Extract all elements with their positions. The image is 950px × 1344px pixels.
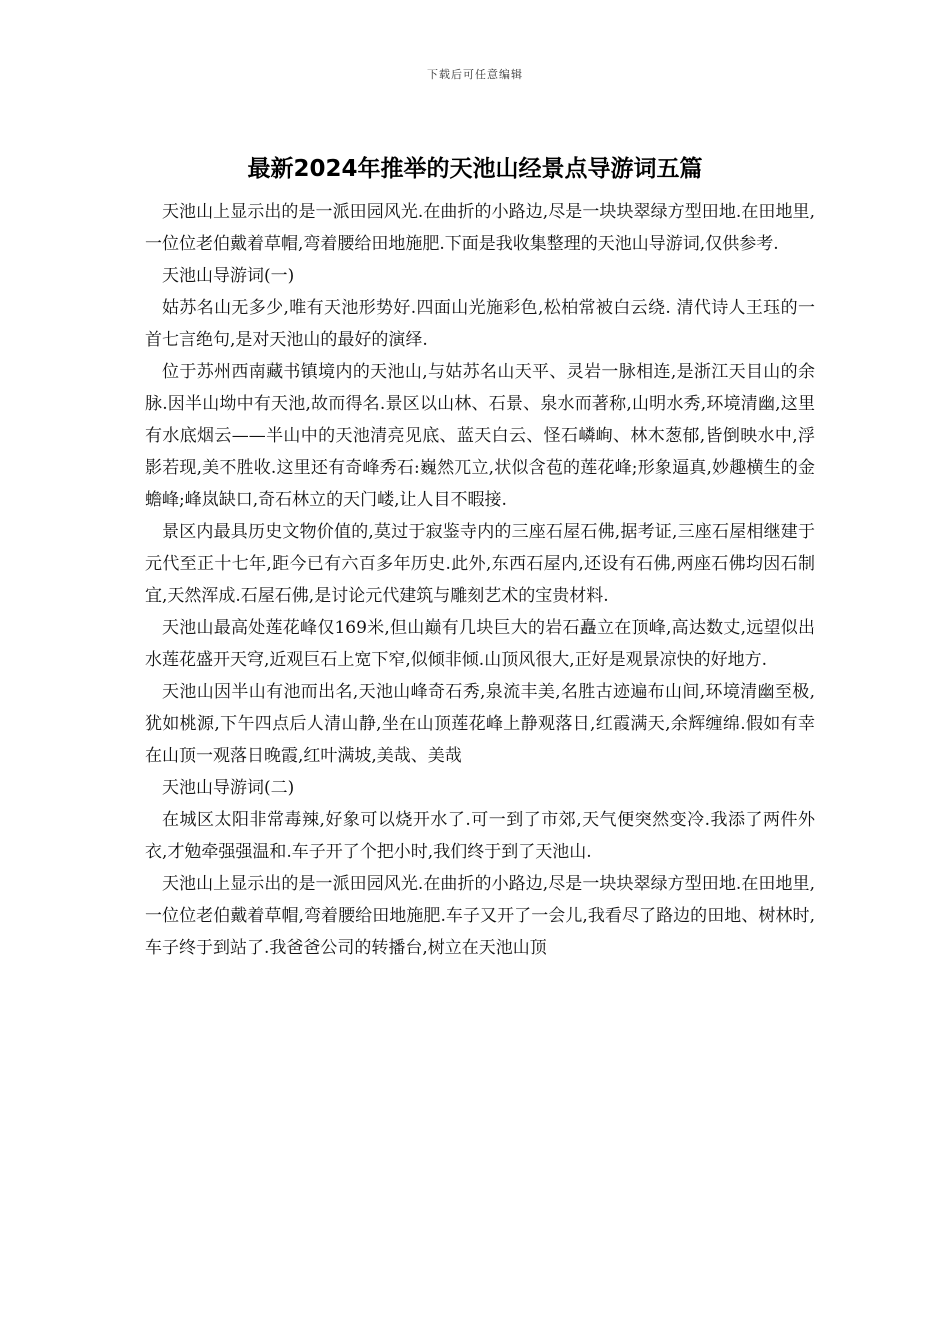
section-heading-1: 天池山导游词(一): [162, 266, 295, 286]
paragraph-intro: 天池山上显示出的是一派田园风光.在曲折的小路边,尽是一块块翠绿方型田地.在田地里,一位位老伯戴着草帽,弯着腰给田地施肥.下面是我收集整理的天池山导游词,仅供参考.: [145, 202, 815, 254]
document-title: 最新2024年推举的天池山经景点导游词五篇: [247, 156, 703, 182]
paragraph: 天池山上显示出的是一派田园风光.在曲折的小路边,尽是一块块翠绿方型田地.在田地里,一位位老伯戴着草帽,弯着腰给田地施肥.车子又开了一会儿,我看尽了路边的田地、树林时,车子终于到站了.我爸爸公司的转播台,树立在天池山顶: [145, 874, 815, 958]
document-body: [145, 196, 815, 964]
section-heading-2: 天池山导游词(二): [162, 778, 295, 798]
header-note: 下载后可任意编辑: [427, 68, 523, 81]
paragraph: 在城区太阳非常毒辣,好象可以烧开水了.可一到了市郊,天气便突然变冷.我添了两件外衣,才勉牵强强温和.车子开了个把小时,我们终于到了天池山.: [145, 810, 815, 862]
paragraph: 姑苏名山无多少,唯有天池形势好.四面山光施彩色,松柏常被白云绕. 清代诗人王珏的一首七言绝句,是对天池山的最好的演绎.: [145, 298, 815, 350]
paragraph: 天池山最高处莲花峰仅169米,但山巅有几块巨大的岩石矗立在顶峰,高达数丈,远望似出水莲花盛开天穹,近观巨石上宽下窄,似倾非倾.山顶风很大,正好是观景凉快的好地方.: [145, 618, 815, 670]
paragraph: 天池山因半山有池而出名,天池山峰奇石秀,泉流丰美,名胜古迹遍布山间,环境清幽至极,犹如桃源,下午四点后人清山静,坐在山顶莲花峰上静观落日,红霞满天,余辉缠绵.假如有幸在山顶一观落日晚霞,红叶满坡,美哉、美哉: [145, 682, 815, 766]
paragraph: 景区内最具历史文物价值的,莫过于寂鉴寺内的三座石屋石佛,据考证,三座石屋相继建于元代至正十七年,距今已有六百多年历史.此外,东西石屋内,还设有石佛,两座石佛均因石制宜,天然浑成.石屋石佛,是讨论元代建筑与雕刻艺术的宝贵材料.: [145, 522, 815, 606]
paragraph: 位于苏州西南藏书镇境内的天池山,与姑苏名山天平、灵岩一脉相连,是浙江天目山的余脉.因半山坳中有天池,故而得名.景区以山林、石景、泉水而著称,山明水秀,环境清幽,这里有水底烟云——半山中的天池清亮见底、蓝天白云、怪石嶙峋、林木葱郁,皆倒映水中,浮影若现,美不胜收.这里还有奇峰秀石:巍然兀立,状似含苞的莲花峰;形象逼真,妙趣横生的金蟾峰;峰岚缺口,奇石林立的天门嵝,让人目不暇接.: [145, 362, 815, 510]
